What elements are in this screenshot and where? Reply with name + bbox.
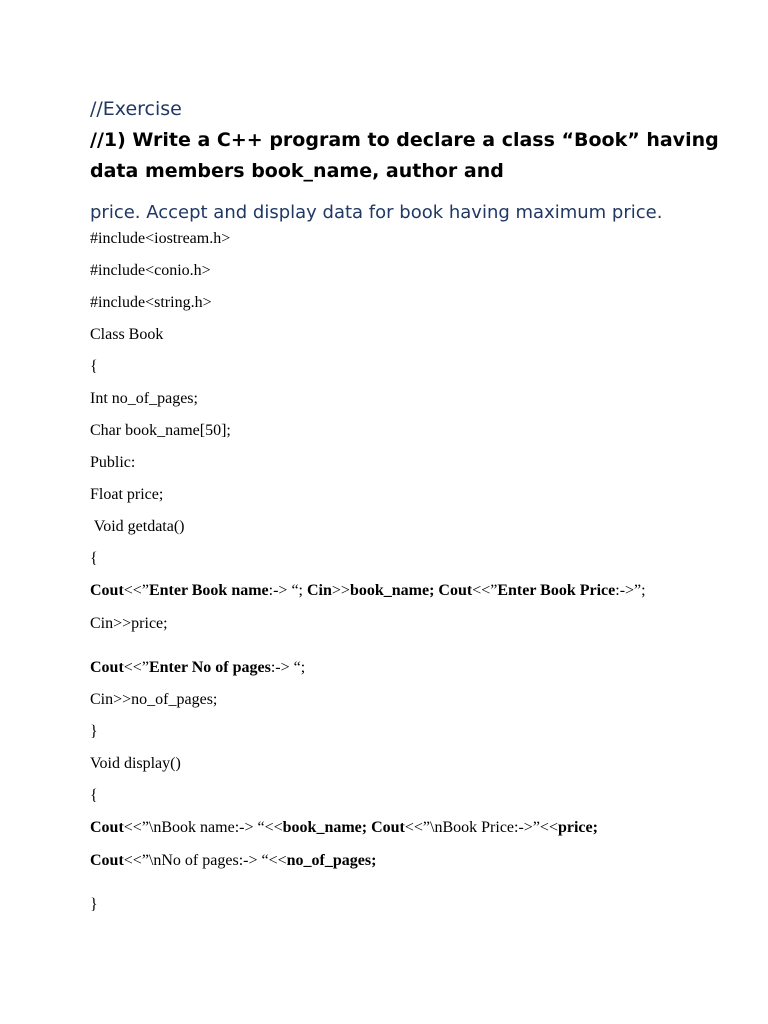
code-token: Cin bbox=[307, 582, 332, 599]
code-close-brace: } bbox=[90, 723, 98, 740]
code-token: :-> “; bbox=[270, 659, 306, 676]
code-token: Cout bbox=[90, 582, 124, 599]
code-token: >> bbox=[331, 582, 350, 599]
exercise-title: //Exercise bbox=[90, 98, 182, 120]
code-void-display: Void display() bbox=[90, 755, 181, 772]
code-token: <<”\nBook Price:->”<< bbox=[404, 819, 558, 836]
question-line-1: //1) Write a C++ program to declare a class “Book” having bbox=[90, 129, 719, 151]
code-void-getdata: Void getdata() bbox=[90, 518, 185, 535]
code-display-pages bbox=[90, 852, 376, 870]
code-include-string: #include<string.h> bbox=[90, 294, 212, 311]
code-cin-pages: Cin>>no_of_pages; bbox=[90, 691, 218, 708]
code-token: :->”; bbox=[615, 582, 646, 599]
code-cout-name-price bbox=[90, 582, 646, 600]
code-token: Enter No of pages bbox=[148, 659, 271, 676]
code-include-iostream: #include<iostream.h> bbox=[90, 230, 231, 247]
code-token: Cout bbox=[90, 852, 124, 869]
code-include-conio: #include<conio.h> bbox=[90, 262, 211, 279]
code-token: :-> “; bbox=[268, 582, 307, 599]
code-token: no_of_pages; bbox=[286, 852, 377, 869]
code-open-brace: { bbox=[90, 787, 98, 804]
code-token: book_name; Cout bbox=[282, 819, 405, 836]
code-cout-pages bbox=[90, 659, 305, 677]
code-close-brace: } bbox=[90, 896, 98, 913]
code-token: Cout bbox=[90, 819, 124, 836]
code-cin-price: Cin>>price; bbox=[90, 615, 168, 632]
question-line-2: data members book_name, author and bbox=[90, 160, 504, 182]
code-open-brace: { bbox=[90, 550, 98, 567]
code-token: <<” bbox=[123, 659, 149, 676]
code-token: <<” bbox=[123, 582, 149, 599]
code-class-decl: Class Book bbox=[90, 326, 164, 343]
code-token: Cout bbox=[90, 659, 124, 676]
code-token: <<” bbox=[472, 582, 498, 599]
question-line-3: price. Accept and display data for book having maximum price. bbox=[90, 202, 663, 223]
code-open-brace: { bbox=[90, 358, 98, 375]
code-float-price: Float price; bbox=[90, 486, 164, 503]
code-token: price; bbox=[557, 819, 598, 836]
code-token: book_name; Cout bbox=[349, 582, 473, 599]
code-token: <<”\nNo of pages:-> “<< bbox=[123, 852, 287, 869]
code-char-name: Char book_name[50]; bbox=[90, 422, 231, 439]
code-token: <<”\nBook name:-> “<< bbox=[123, 819, 283, 836]
code-int-pages: Int no_of_pages; bbox=[90, 390, 198, 407]
code-token: Enter Book name bbox=[148, 582, 269, 599]
code-display-name-price bbox=[90, 819, 598, 837]
code-token: Enter Book Price bbox=[497, 582, 616, 599]
code-public: Public: bbox=[90, 454, 136, 471]
